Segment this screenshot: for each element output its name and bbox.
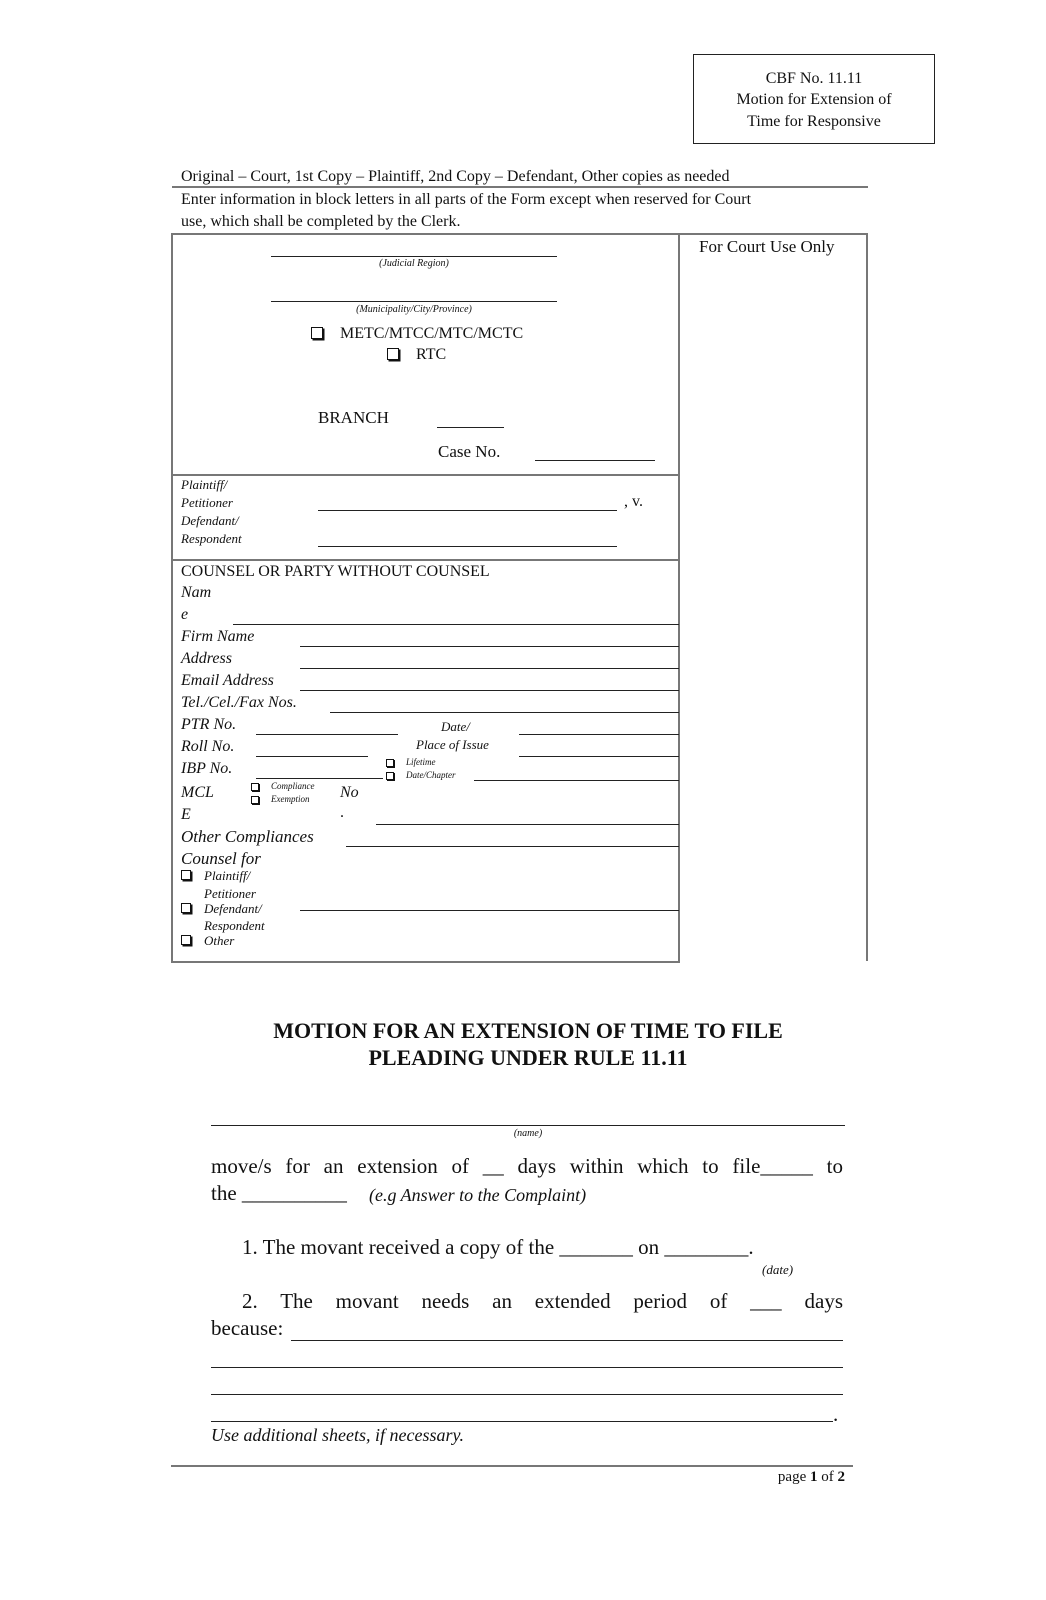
judicial-region-field[interactable] <box>271 256 557 257</box>
checkbox-counsel-plaintiff[interactable] <box>181 870 191 880</box>
metc-label: METC/MTCC/MTC/MCTC <box>340 325 524 342</box>
case-no-label: Case No. <box>438 442 501 461</box>
versus: , v. <box>624 493 643 510</box>
checkbox-rtc[interactable] <box>387 348 399 360</box>
roll-field[interactable] <box>256 756 368 757</box>
divider <box>172 186 868 188</box>
motion-title: PLEADING UNDER RULE 11.11 <box>368 1045 688 1070</box>
form-title-line: Motion for Extension of <box>736 91 892 108</box>
name-label: Nam <box>181 584 212 601</box>
table-border <box>171 233 173 963</box>
table-border <box>678 233 680 963</box>
page-total: 2 <box>837 1469 845 1485</box>
footer-divider <box>171 1465 853 1467</box>
branch-label: BRANCH <box>318 408 389 427</box>
instructions: Enter information in block letters in all parts of the Form except when reserved for Court <box>181 191 752 208</box>
form-number: CBF No. 11.11 <box>765 70 863 87</box>
counsel-plaintiff-label: Petitioner <box>204 886 256 901</box>
checkbox-date-chapter[interactable] <box>386 772 394 780</box>
name-label: e <box>181 606 189 623</box>
date-issue-label: Date/ <box>441 719 470 734</box>
counsel-for-field[interactable] <box>300 910 679 911</box>
item-2: 2. The movant needs an extended period of ___ days <box>242 1289 843 1313</box>
plaintiff-label: Petitioner <box>181 495 233 510</box>
tel-field[interactable] <box>330 712 679 713</box>
other-compliances-field[interactable] <box>346 846 679 847</box>
counsel-for-label: Counsel for <box>181 849 261 868</box>
branch-field[interactable] <box>437 427 504 428</box>
checkbox-counsel-defendant[interactable] <box>181 903 191 913</box>
municipality-field[interactable] <box>271 301 557 302</box>
page-number <box>778 1470 845 1485</box>
counsel-plaintiff-label: Plaintiff/ <box>204 868 251 883</box>
page-prefix: page <box>777 1469 810 1485</box>
checkbox-counsel-other[interactable] <box>181 935 191 945</box>
date-chapter-label: Date/Chapter <box>406 770 456 780</box>
plaintiff-label: Plaintiff/ <box>181 477 228 492</box>
reason-field[interactable] <box>211 1394 843 1395</box>
tel-label: Tel./Cel./Fax Nos. <box>181 694 297 711</box>
table-border <box>172 961 679 963</box>
ptr-label: PTR No. <box>181 716 237 733</box>
table-border <box>172 474 679 476</box>
mcle-label: MCL <box>181 784 214 801</box>
court-use-only-label: For Court Use Only <box>699 237 835 256</box>
counsel-defendant-label: Respondent <box>204 918 265 933</box>
checkbox-compliance[interactable] <box>251 783 259 791</box>
place-issue-field[interactable] <box>519 756 679 757</box>
municipality-label: (Municipality/City/Province) <box>356 304 472 315</box>
roll-label: Roll No. <box>181 738 235 755</box>
page-of: of <box>817 1469 838 1485</box>
address-field[interactable] <box>300 668 679 669</box>
table-border <box>172 233 868 235</box>
address-label: Address <box>181 650 232 667</box>
mcle-no-field[interactable] <box>376 824 679 825</box>
table-border <box>866 233 868 961</box>
ibp-field[interactable] <box>256 778 383 779</box>
date-caption: (date) <box>762 1262 794 1277</box>
mcle-label: E <box>181 806 191 823</box>
copies-distribution: Original – Court, 1st Copy – Plaintiff, 2nd Copy – Defendant, Other copies as needed <box>181 168 730 185</box>
ibp-date-field[interactable] <box>474 780 679 781</box>
additional-sheets-note: Use additional sheets, if necessary. <box>211 1425 464 1445</box>
defendant-label: Defendant/ <box>181 513 239 528</box>
table-border <box>172 559 679 561</box>
counsel-other-label: Other <box>204 933 235 948</box>
period: . <box>833 1402 839 1426</box>
compliance-label: Compliance <box>271 781 315 791</box>
mcle-no-label: . <box>340 804 344 821</box>
date-issue-label: Place of Issue <box>416 737 489 752</box>
form-title-line: Time for Responsive <box>747 113 881 130</box>
email-field[interactable] <box>300 690 679 691</box>
ptr-field[interactable] <box>256 734 398 735</box>
motion-paragraph: the __________ <box>211 1181 347 1205</box>
counsel-heading: COUNSEL OR PARTY WITHOUT COUNSEL <box>181 563 490 580</box>
checkbox-exemption[interactable] <box>251 796 259 804</box>
email-label: Email Address <box>181 672 274 689</box>
pleading-example: (e.g Answer to the Complaint) <box>369 1185 587 1205</box>
ptr-date-field[interactable] <box>519 734 679 735</box>
counsel-defendant-label: Defendant/ <box>204 901 262 916</box>
form-number-box <box>693 54 935 144</box>
exemption-label: Exemption <box>271 794 310 804</box>
checkbox-lifetime[interactable] <box>386 759 394 767</box>
judicial-region-label: (Judicial Region) <box>379 258 449 269</box>
other-compliances-label: Other Compliances <box>181 827 314 846</box>
name-field[interactable] <box>233 624 679 625</box>
reason-field[interactable] <box>211 1421 833 1422</box>
defendant-field[interactable] <box>318 546 617 547</box>
checkbox-metc[interactable] <box>311 327 323 339</box>
rtc-label: RTC <box>416 346 447 363</box>
plaintiff-field[interactable] <box>318 510 617 511</box>
because-label: because: <box>211 1316 284 1340</box>
instructions: use, which shall be completed by the Clerk. <box>181 213 461 230</box>
mcle-no-label: No <box>340 784 359 801</box>
firm-name-field[interactable] <box>300 646 679 647</box>
motion-title: MOTION FOR AN EXTENSION OF TIME TO FILE <box>273 1018 783 1043</box>
ibp-label: IBP No. <box>181 760 233 777</box>
item-1: 1. The movant received a copy of the _______ on ________. <box>242 1235 754 1259</box>
reason-field[interactable] <box>291 1340 843 1341</box>
defendant-label: Respondent <box>181 531 242 546</box>
firm-name-label: Firm Name <box>181 628 255 645</box>
reason-field[interactable] <box>211 1367 843 1368</box>
lifetime-label: Lifetime <box>406 757 436 767</box>
motion-paragraph: move/s for an extension of __ days within which to file_____ to <box>211 1154 843 1178</box>
name-caption: (name) <box>513 1128 543 1139</box>
page-current: 1 <box>810 1469 818 1485</box>
case-no-field[interactable] <box>535 460 655 461</box>
movant-name-field[interactable] <box>211 1125 845 1126</box>
